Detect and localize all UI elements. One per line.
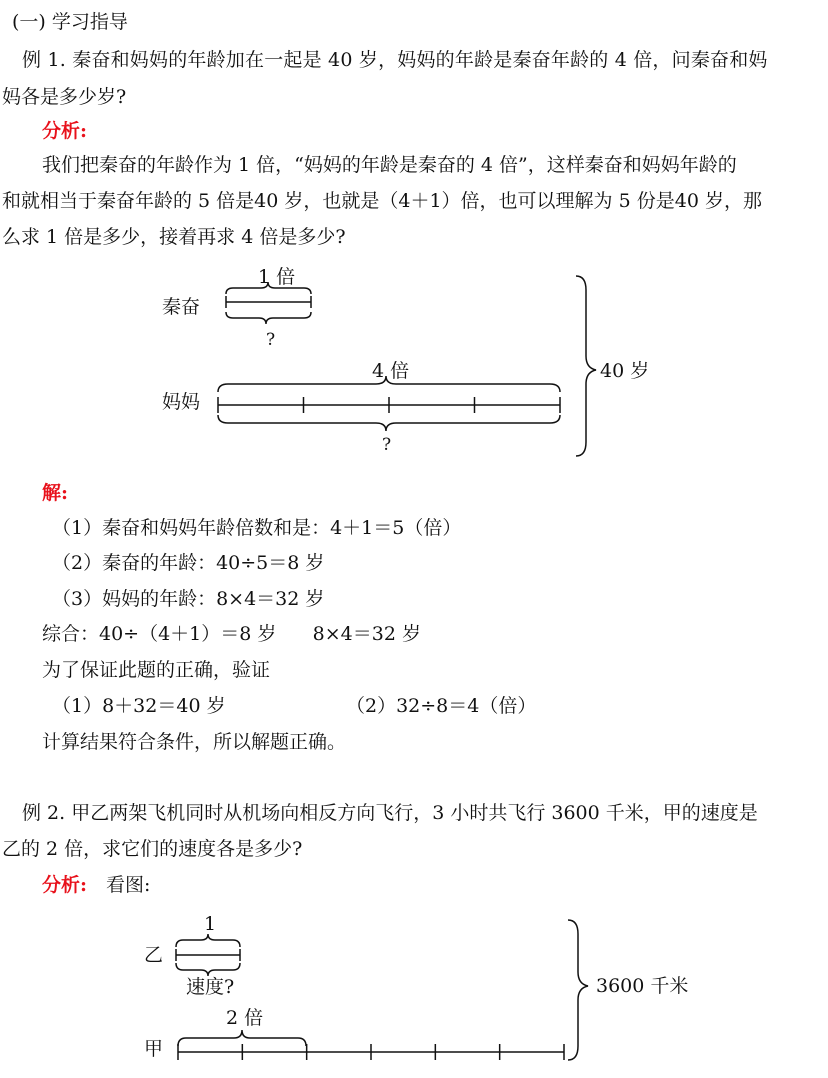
diagram2-row2-top-label: 2 倍 xyxy=(226,1007,264,1029)
example1-analysis-line1: 我们把秦奋的年龄作为 1 倍，“妈妈的年龄是秦奋的 4 倍”，这样秦奋和妈妈年龄的 xyxy=(42,154,737,176)
solution-label: 解: xyxy=(42,482,69,504)
verify-1: （1）8＋32＝40 岁 xyxy=(52,695,226,717)
verify-2: （2）32÷8＝4（倍） xyxy=(346,695,537,717)
diagram2-row1-name: 乙 xyxy=(144,944,164,966)
example2-analysis-label: 分析: xyxy=(42,874,88,896)
diagram2-total-brace xyxy=(568,920,588,1060)
section-heading: (一) 学习指导 xyxy=(12,11,128,33)
example1-analysis-label: 分析: xyxy=(42,120,88,142)
diagram2-row1-bottom-label: 速度? xyxy=(186,976,235,998)
diagram1-row1-name: 秦奋 xyxy=(162,296,201,318)
diagram1-row1-top-label: 1 倍 xyxy=(258,266,296,288)
diagram2-row1-top-brace xyxy=(176,934,240,947)
diagram2-total-label: 3600 千米 xyxy=(596,975,689,997)
example2-problem-line1: 例 2. 甲乙两架飞机同时从机场向相反方向飞行，3 小时共飞行 3600 千米，甲的速度是 xyxy=(22,802,758,824)
diagram1-row1-bottom-brace xyxy=(226,312,311,324)
example1-analysis-line2: 和就相当于秦奋年龄的 5 倍是40 岁，也就是（4＋1）倍，也可以理解为 5 份是40 岁，那 xyxy=(2,190,762,212)
verify-intro: 为了保证此题的正确，验证 xyxy=(42,659,271,681)
diagram1-row2-name: 妈妈 xyxy=(162,391,201,413)
diagram2-row2-name: 甲 xyxy=(144,1038,164,1060)
diagram1-row2-bottom-label: ? xyxy=(382,435,392,455)
example1-problem-line1: 例 1. 秦奋和妈妈的年龄加在一起是 40 岁，妈妈的年龄是秦奋年龄的 4 倍，问秦奋和妈 xyxy=(22,49,768,71)
example2-problem-line2: 乙的 2 倍，求它们的速度各是多少? xyxy=(2,838,303,860)
diagram1-row2-top-brace xyxy=(218,376,560,392)
solution-step-1: （1）秦奋和妈妈年龄倍数和是：4＋1＝5（倍） xyxy=(52,517,462,539)
diagram1-total-brace xyxy=(576,276,596,456)
diagram1-row2-top-label: 4 倍 xyxy=(372,360,410,382)
solution-combined: 综合：40÷（4＋1）＝8 岁 8×4＝32 岁 xyxy=(42,623,421,645)
solution-step-3: （3）妈妈的年龄：8×4＝32 岁 xyxy=(52,588,325,610)
diagram1-row2-bottom-brace xyxy=(218,415,560,431)
diagram2-row1-top-label: 1 xyxy=(204,913,217,935)
diagram2-row1-bottom-brace xyxy=(176,963,240,976)
example1-analysis-line3: 么求 1 倍是多少，接着再求 4 倍是多少? xyxy=(2,226,346,248)
diagram1-row1-top-brace xyxy=(226,282,311,294)
example1-problem-line2: 妈各是多少岁? xyxy=(2,86,127,108)
conclusion: 计算结果符合条件，所以解题正确。 xyxy=(42,731,347,753)
diagram1-row1-bottom-label: ? xyxy=(266,330,276,350)
diagram1-total-label: 40 岁 xyxy=(600,360,650,382)
example2-analysis-text: 看图: xyxy=(106,874,151,896)
diagram2-row2-top-brace xyxy=(178,1030,306,1046)
solution-step-2: （2）秦奋的年龄：40÷5＝8 岁 xyxy=(52,552,325,574)
